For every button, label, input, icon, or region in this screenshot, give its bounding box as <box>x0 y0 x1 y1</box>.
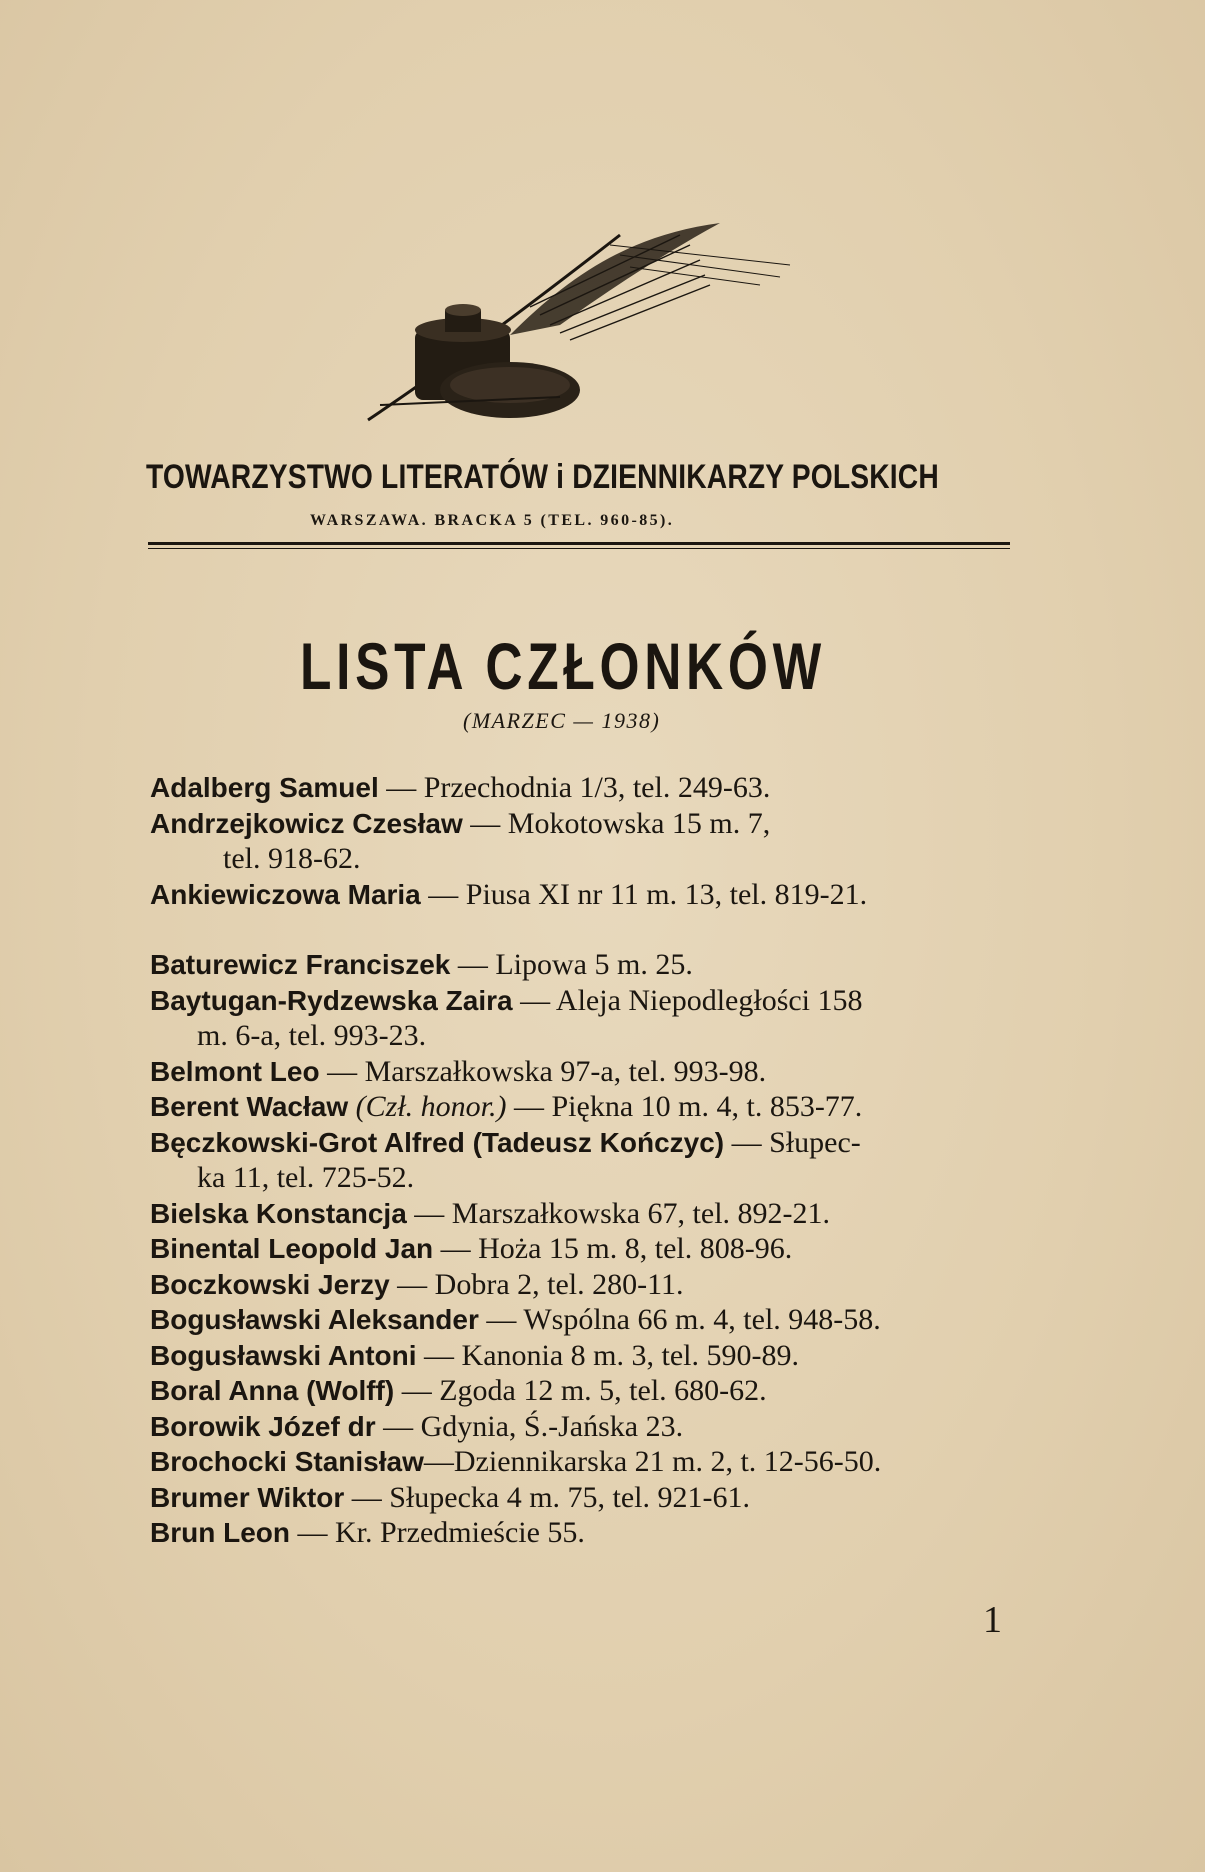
member-entry: Bęczkowski-Grot Alfred (Tadeusz Kończyc) — Słupec- <box>150 1125 861 1159</box>
page-title: LISTA CZŁONKÓW <box>300 629 826 703</box>
header-divider <box>148 542 1010 545</box>
organization-address: WARSZAWA. BRACKA 5 (TEL. 960-85). <box>310 512 675 529</box>
member-entry: Brochocki Stanisław—Dziennikarska 21 m. 2, t. 12-56-50. <box>150 1445 882 1478</box>
member-entry: Boczkowski Jerzy — Dobra 2, tel. 280-11. <box>150 1267 684 1301</box>
member-entry: Borowik Józef dr — Gdynia, Ś.-Jańska 23. <box>150 1409 684 1443</box>
member-entry: Baytugan-Rydzewska Zaira — Aleja Niepodległości 158 <box>150 983 863 1017</box>
member-entry-continuation: m. 6-a, tel. 993-23. <box>197 1019 427 1052</box>
member-entry: Ankiewiczowa Maria — Piusa XI nr 11 m. 13, tel. 819-21. <box>150 877 868 911</box>
member-entry: Brun Leon — Kr. Przedmieście 55. <box>150 1516 585 1549</box>
member-list <box>150 770 1020 1551</box>
section-gap <box>150 912 1020 947</box>
organization-name: TOWARZYSTWO LITERATÓW i DZIENNIKARZY POLSKICH <box>146 458 939 496</box>
quill-and-inkwell-icon <box>360 215 800 430</box>
member-entry-continuation: ka 11, tel. 725-52. <box>197 1161 415 1194</box>
member-entry: Binental Leopold Jan — Hoża 15 m. 8, tel. 808-96. <box>150 1232 793 1265</box>
member-entry-continuation: tel. 918-62. <box>223 842 361 875</box>
page-subtitle: (MARZEC — 1938) <box>463 708 661 733</box>
member-entry: Bogusławski Aleksander — Wspólna 66 m. 4, tel. 948-58. <box>150 1303 881 1336</box>
member-entry: Bogusławski Antoni — Kanonia 8 m. 3, tel. 590-89. <box>150 1338 799 1372</box>
member-entry: Berent Wacław (Czł. honor.) — Piękna 10 m. 4, t. 853-77. <box>150 1090 863 1123</box>
member-entry: Adalberg Samuel — Przechodnia 1/3, tel. 249-63. <box>150 771 771 804</box>
member-entry: Baturewicz Franciszek — Lipowa 5 m. 25. <box>150 948 693 981</box>
member-entry: Andrzejkowicz Czesław — Mokotowska 15 m. 7, <box>150 806 771 840</box>
honorary-note: (Czł. honor.) <box>348 1090 507 1123</box>
header-divider-thin <box>148 548 1010 549</box>
member-entry: Brumer Wiktor — Słupecka 4 m. 75, tel. 921-61. <box>150 1480 751 1514</box>
page-number: 1 <box>983 1599 1002 1641</box>
member-entry: Bielska Konstancja — Marszałkowska 67, tel. 892-21. <box>150 1196 831 1230</box>
member-entry: Belmont Leo — Marszałkowska 97-a, tel. 993-98. <box>150 1054 767 1088</box>
member-entry: Boral Anna (Wolff) — Zgoda 12 m. 5, tel. 680-62. <box>150 1374 767 1407</box>
